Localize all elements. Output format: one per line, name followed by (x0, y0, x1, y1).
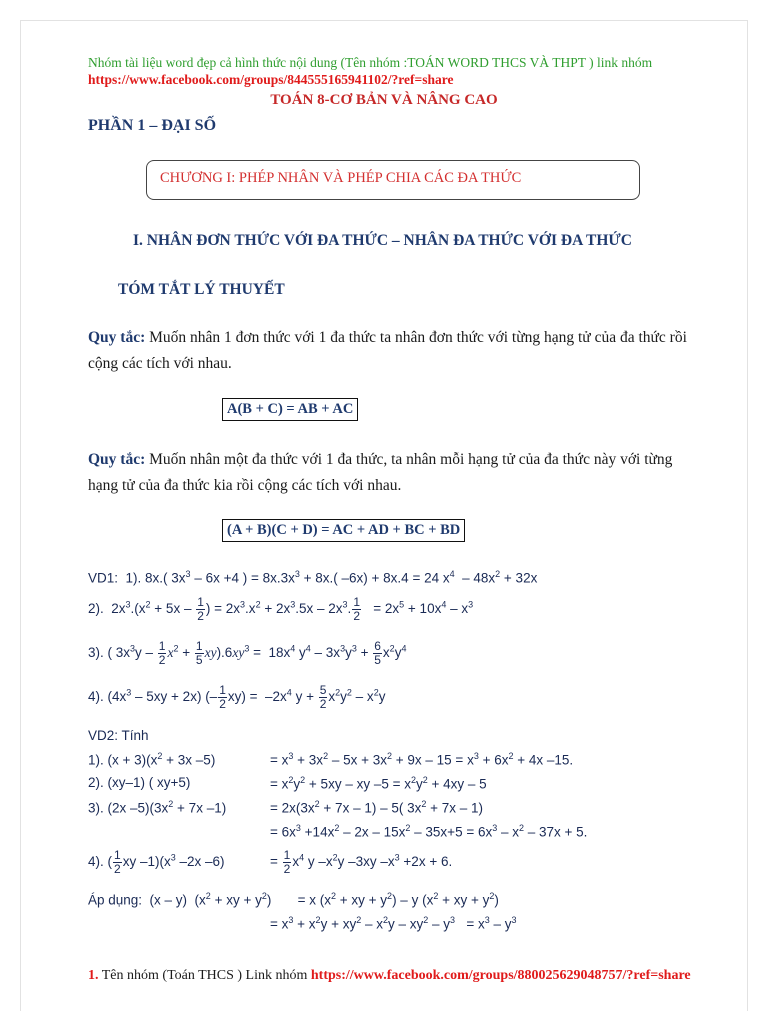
footer-link[interactable]: https://www.facebook.com/groups/880025629048757/?ref=share (310, 968, 691, 983)
vd2-q1: 1). $(x + 3)(x^2 + 3x$ –5) (88, 751, 216, 768)
vd1-line-2: 2). $2x^3.(x^2 + 5x$ – $\frac{1}{2}$ ) = $2x^3.x^2 + 2x^3.5x - 2x^3$. $\frac{1}{2}$ = $2x^5 + 10x^4 - x^3$ (88, 595, 474, 623)
group-info-line: Nhóm tài liệu word đẹp cả hình thức nội dung (Tên nhóm :TOÁN WORD THCS VÀ THPT ) link nhóm (88, 55, 653, 70)
rule-2-text: Muốn nhân một đa thức với 1 đa thức, ta nhân mỗi hạng tử của đa thức này với từng hạng tử của đa thức kia rồi cộng các tích với nhau. (88, 451, 673, 494)
formula-box-2: (A + B)(C + D) = AC + AD + BC + BD (222, 519, 465, 542)
vd1-line-4: 4). $(4x^3 - 5xy + 2x)$ (– $\frac{1}{2}$ $xy) = -2x^4$ y + $\frac{5}{2}$ $x^2y^2 - x^2y$ (88, 683, 386, 711)
vd2-a3: = $2x(3x^2 + 7x - 1) - 5$( $3x^2 + 7x - 1$) (270, 799, 484, 816)
rule-2 (88, 447, 698, 499)
vd2-q4: 4). ( $\frac{1}{2}$ xy $-1)(x^3$ –2x –6) (88, 848, 225, 876)
apply-line-1: Áp dụng: (x – y) ($x^2$ + xy + $y^2$) = x ($x^2$ + xy + $y^2$) – y ($x^2$ + xy + $y^2$) (88, 891, 499, 908)
vd2-q2: 2). (xy–1) ( xy+5) (88, 775, 191, 790)
apply-label: Áp dụng: (88, 892, 143, 908)
vd2-a3b: = $6x^3 +14x^2 - 2x - 15x^2 - 35x+5 = 6x^3 - x^2 - 37x + 5$. (270, 823, 588, 840)
rule-2-label: Quy tắc: (88, 451, 146, 468)
apply-line-2: = $x^3 + x^2y + xy^2 - x^2y - xy^2 - y^3 = x^3 - y^3$ (270, 915, 517, 932)
group-link[interactable]: https://www.facebook.com/groups/844555165941102/?ref=share (88, 72, 454, 87)
vd1-label: VD1: (88, 570, 119, 586)
footer-text: Tên nhóm (Toán THCS ) Link nhóm (98, 968, 311, 983)
rule-1-label: Quy tắc: (88, 329, 146, 346)
vd2-a2: = $x^2y^2 + 5xy$ – xy $-5 = x^2y^2 + 4xy - 5$ (270, 775, 487, 792)
document-title: TOÁN 8-CƠ BẢN VÀ NÂNG CAO (270, 92, 498, 108)
footer-number: 1. (88, 968, 99, 983)
chapter-title: CHƯƠNG I: PHÉP NHÂN VÀ PHÉP CHIA CÁC ĐA THỨC (160, 170, 522, 186)
vd1-line-3: 3). ( $3x^3y$ – $\frac{1}{2}$ $x^2$ + $\frac{1}{5}$ $xy).6xy^3 = 18x^4$ $y^4 - 3x^3y^3$ + $\frac{6}{5}$ $x^2y^4$ (88, 639, 407, 667)
vd2-a1: = $x^3 + 3x^2 - 5x + 3x^2 + 9x - 15 = x^3 + 6x^2 + 4x$ –15. (270, 751, 574, 768)
rule-1-text: Muốn nhân 1 đơn thức với 1 đa thức ta nhân đơn thức với từng hạng tử của đa thức rồi cộng các tích với nhau. (88, 329, 687, 372)
footer (88, 968, 691, 984)
formula-box-1: A(B + C) = AB + AC (222, 398, 358, 421)
vd1-line-1: VD1: 1). 8x.( $3x^3 - 6x +4$ ) = $8x.3x^3 + 8x$.( –6x) + 8x.4 = 24 $x^4 - 48x^2 + 32x$ (88, 569, 538, 586)
rule-1 (88, 325, 698, 377)
vd2-a4: = $\frac{1}{2}$ $x^4$ y $-x^2y$ –3xy $-x^3 +2x + 6$. (270, 848, 453, 876)
vd2-q3: 3). (2x $-5)(3x^2 + 7x$ –1) (88, 799, 227, 816)
part-heading: PHẦN 1 – ĐẠI SỐ (88, 117, 217, 134)
vd2-label: VD2: Tính (88, 728, 149, 743)
subsection-heading: TÓM TẮT LÝ THUYẾT (118, 281, 285, 298)
section-heading: I. NHÂN ĐƠN THỨC VỚI ĐA THỨC – NHÂN ĐA THỨC VỚI ĐA THỨC (133, 232, 632, 249)
